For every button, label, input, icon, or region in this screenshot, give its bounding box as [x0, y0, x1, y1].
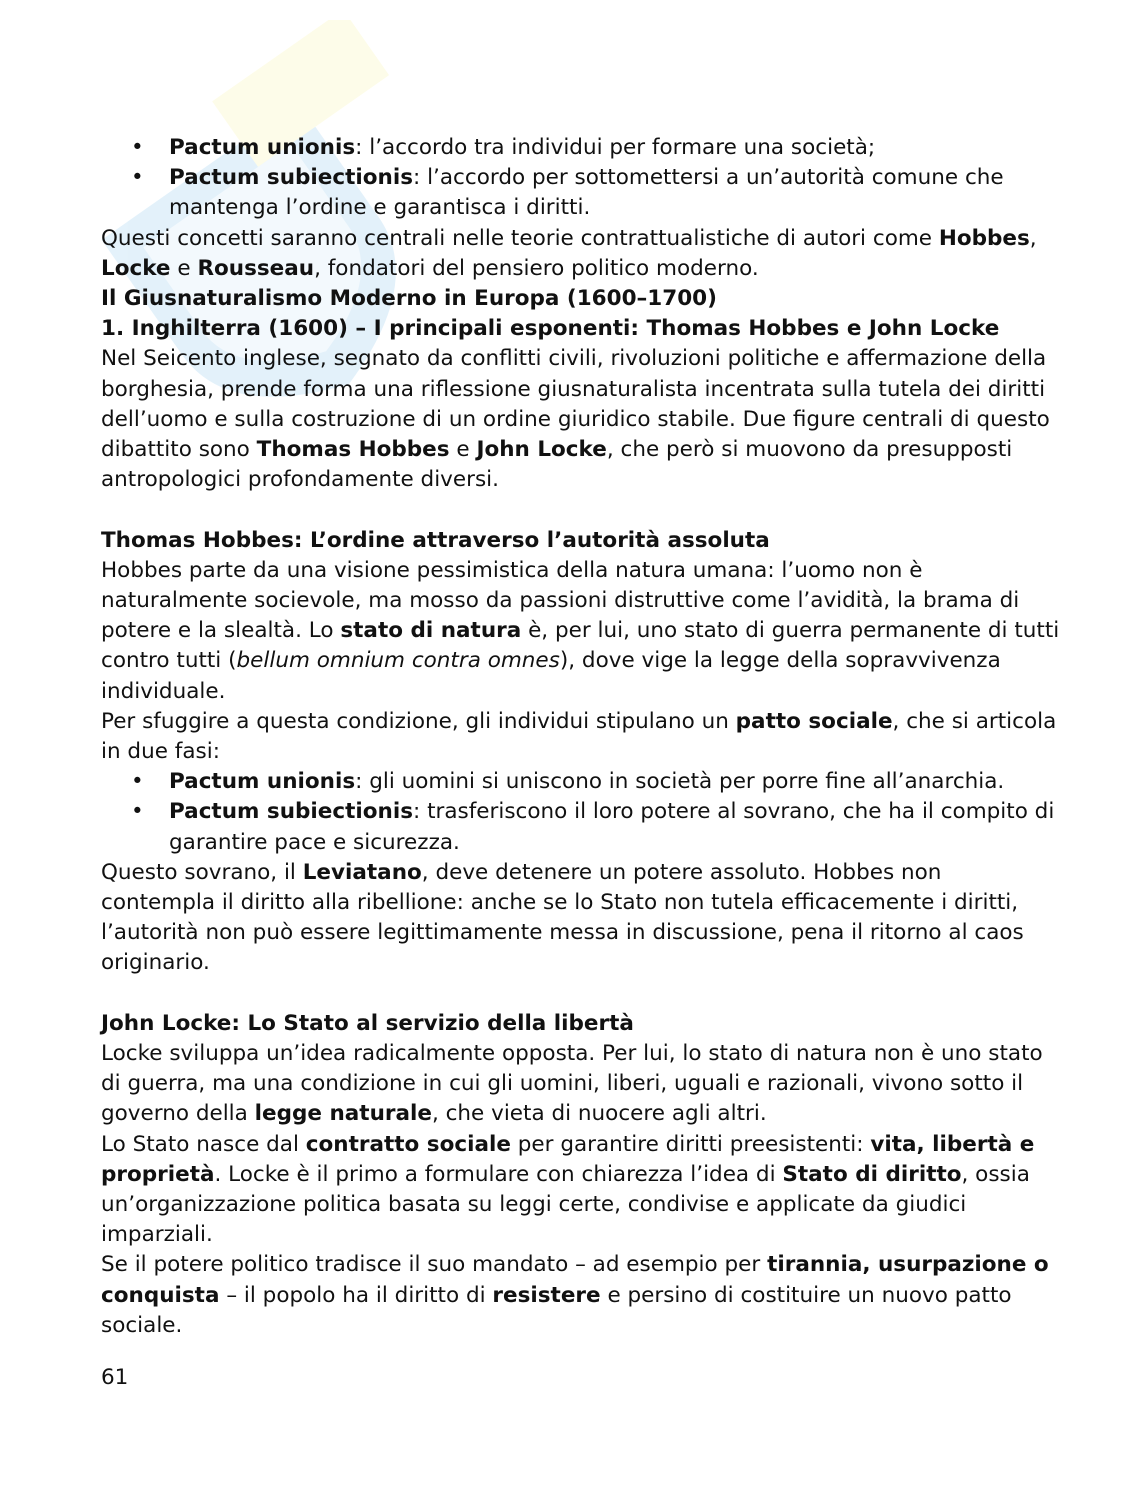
hobbes-heading: [101, 526, 1061, 556]
locke-heading: [101, 1009, 1061, 1039]
seicento-paragraph: [101, 344, 1061, 495]
text-run: ,: [1029, 225, 1037, 251]
text-run: e: [170, 255, 198, 281]
bold-run: Hobbes: [938, 225, 1030, 251]
text-run: . Locke è il primo a formulare con chiarezza l’idea di: [214, 1161, 783, 1187]
list-item: [101, 133, 1061, 163]
bullet-term: Pactum subiectionis: [169, 799, 413, 825]
hobbes-paragraph-2: [101, 707, 1061, 767]
intro-paragraph: [101, 224, 1061, 284]
locke-paragraph-3: [101, 1250, 1061, 1341]
bullet-text: : l’accordo tra individui per formare una società;: [355, 135, 876, 160]
text-run: e: [449, 437, 477, 463]
text-run: Hobbes parte da una visione pessimistica della natura umana: l’uomo non è naturalmente socievole, ma mosso da passioni distruttive come l’avidità, la brama di potere e la slealtà. Lo: [101, 557, 1020, 644]
locke-paragraph-2: [101, 1130, 1061, 1251]
text-run: per garantire diritti preesistenti:: [510, 1131, 871, 1157]
bold-run: Stato di diritto: [782, 1161, 962, 1187]
bold-run: legge naturale: [254, 1101, 432, 1127]
page-number: 61: [101, 1365, 129, 1390]
heading-text: John Locke: Lo Stato al servizio della libertà: [101, 1010, 634, 1036]
text-run: Lo Stato nasce dal: [101, 1131, 306, 1157]
bold-run: Leviatano: [302, 859, 422, 885]
bold-run: Locke: [101, 255, 171, 281]
spacer: [101, 495, 1061, 525]
bold-run: contratto sociale: [305, 1131, 511, 1157]
text-run: Se il potere politico tradisce il suo mandato – ad esempio per: [101, 1252, 768, 1278]
text-run: Per sfuggire a questa condizione, gli individui stipulano un: [101, 708, 736, 734]
bold-run: John Locke: [476, 437, 607, 463]
heading-text: Thomas Hobbes: L’ordine attraverso l’autorità assoluta: [101, 527, 770, 553]
text-run: , che si articola in due fasi:: [101, 708, 1057, 765]
list-item: [101, 797, 1061, 857]
locke-paragraph-1: [101, 1039, 1061, 1130]
bullet-term: Pactum subiectionis: [169, 165, 413, 191]
text-run: , ossia un’organizzazione politica basata su leggi certe, condivise e applicate da giudici imparziali.: [101, 1161, 1030, 1248]
bold-run: resistere: [492, 1282, 601, 1308]
italic-run: bellum omnium contra omnes: [236, 648, 560, 674]
list-item: [101, 767, 1061, 797]
heading-text: 1. Inghilterra (1600) – I principali esponenti: Thomas Hobbes e John Locke: [101, 316, 1000, 342]
text-run: Locke sviluppa un’idea radicalmente opposta. Per lui, lo stato di natura non è uno stato di guerra, ma una condizione in cui gli uomini, liberi, uguali e razionali, vivono sotto il governo della: [101, 1041, 1043, 1127]
bold-run: patto sociale: [735, 708, 893, 734]
hobbes-bullet-list: [101, 767, 1061, 858]
subsection-heading: [101, 314, 1061, 344]
bullet-text: : l’accordo per sottomettersi a un’autorità comune che mantenga l’ordine e garantisca i diritti.: [169, 165, 1004, 221]
heading-text: Il Giusnaturalismo Moderno in Europa (1600–1700): [101, 286, 717, 312]
text-run: Questi concetti saranno centrali nelle teorie contrattualistiche di autori come: [101, 225, 939, 251]
text-run: , fondatori del pensiero politico moderno.: [314, 255, 759, 281]
text-run: e persino di costituire un nuovo patto sociale.: [101, 1282, 1012, 1338]
text-run: Nel Seicento inglese, segnato da conflitti civili, rivoluzioni politiche e affermazione della borghesia, prende forma una riflessione giusnaturalista incentrata sulla tutela dei diritti dell’uomo e sulla costruzione di un ordine giuridico stabile. Due figure centrali di questo dibattito sono: [101, 346, 1050, 463]
bold-run: vita, libertà e proprietà: [101, 1131, 1035, 1187]
text-run: , deve detenere un potere assoluto. Hobbes non contempla il diritto alla ribellione: anche se lo Stato non tutela efficacemente i diritti, l’autorità non può essere legittimamente messa in discussione, pena il ritorno al caos originario.: [101, 859, 1024, 976]
intro-bullet-list: [101, 133, 1061, 224]
section-heading: [101, 284, 1061, 314]
spacer: [101, 979, 1061, 1009]
text-run: è, per lui, uno stato di guerra permanente di tutti contro tutti (: [101, 618, 1060, 674]
document-page: [101, 133, 1061, 1341]
list-item: [101, 163, 1061, 223]
bold-run: tirannia, usurpazione o conquista: [101, 1252, 1049, 1308]
bold-run: Rousseau: [197, 255, 315, 281]
text-run: – il popolo ha il diritto di: [219, 1282, 493, 1308]
hobbes-paragraph-3: [101, 858, 1061, 979]
text-run: , che vieta di nuocere agli altri.: [431, 1101, 767, 1127]
bullet-term: Pactum unionis: [169, 135, 356, 160]
bullet-text: : gli uomini si uniscono in società per porre fine all’anarchia.: [355, 769, 1005, 795]
bullet-text: : trasferiscono il loro potere al sovrano, che ha il compito di garantire pace e sicurezza.: [169, 799, 1055, 855]
text-run: Questo sovrano, il: [101, 859, 303, 885]
text-run: ), dove vige la legge della sopravvivenza individuale.: [101, 648, 1001, 704]
bold-run: Thomas Hobbes: [256, 437, 450, 463]
hobbes-paragraph-1: [101, 556, 1061, 707]
bullet-term: Pactum unionis: [169, 769, 356, 795]
bold-run: stato di natura: [340, 618, 522, 644]
text-run: , che però si muovono da presupposti antropologici profondamente diversi.: [101, 437, 1013, 493]
